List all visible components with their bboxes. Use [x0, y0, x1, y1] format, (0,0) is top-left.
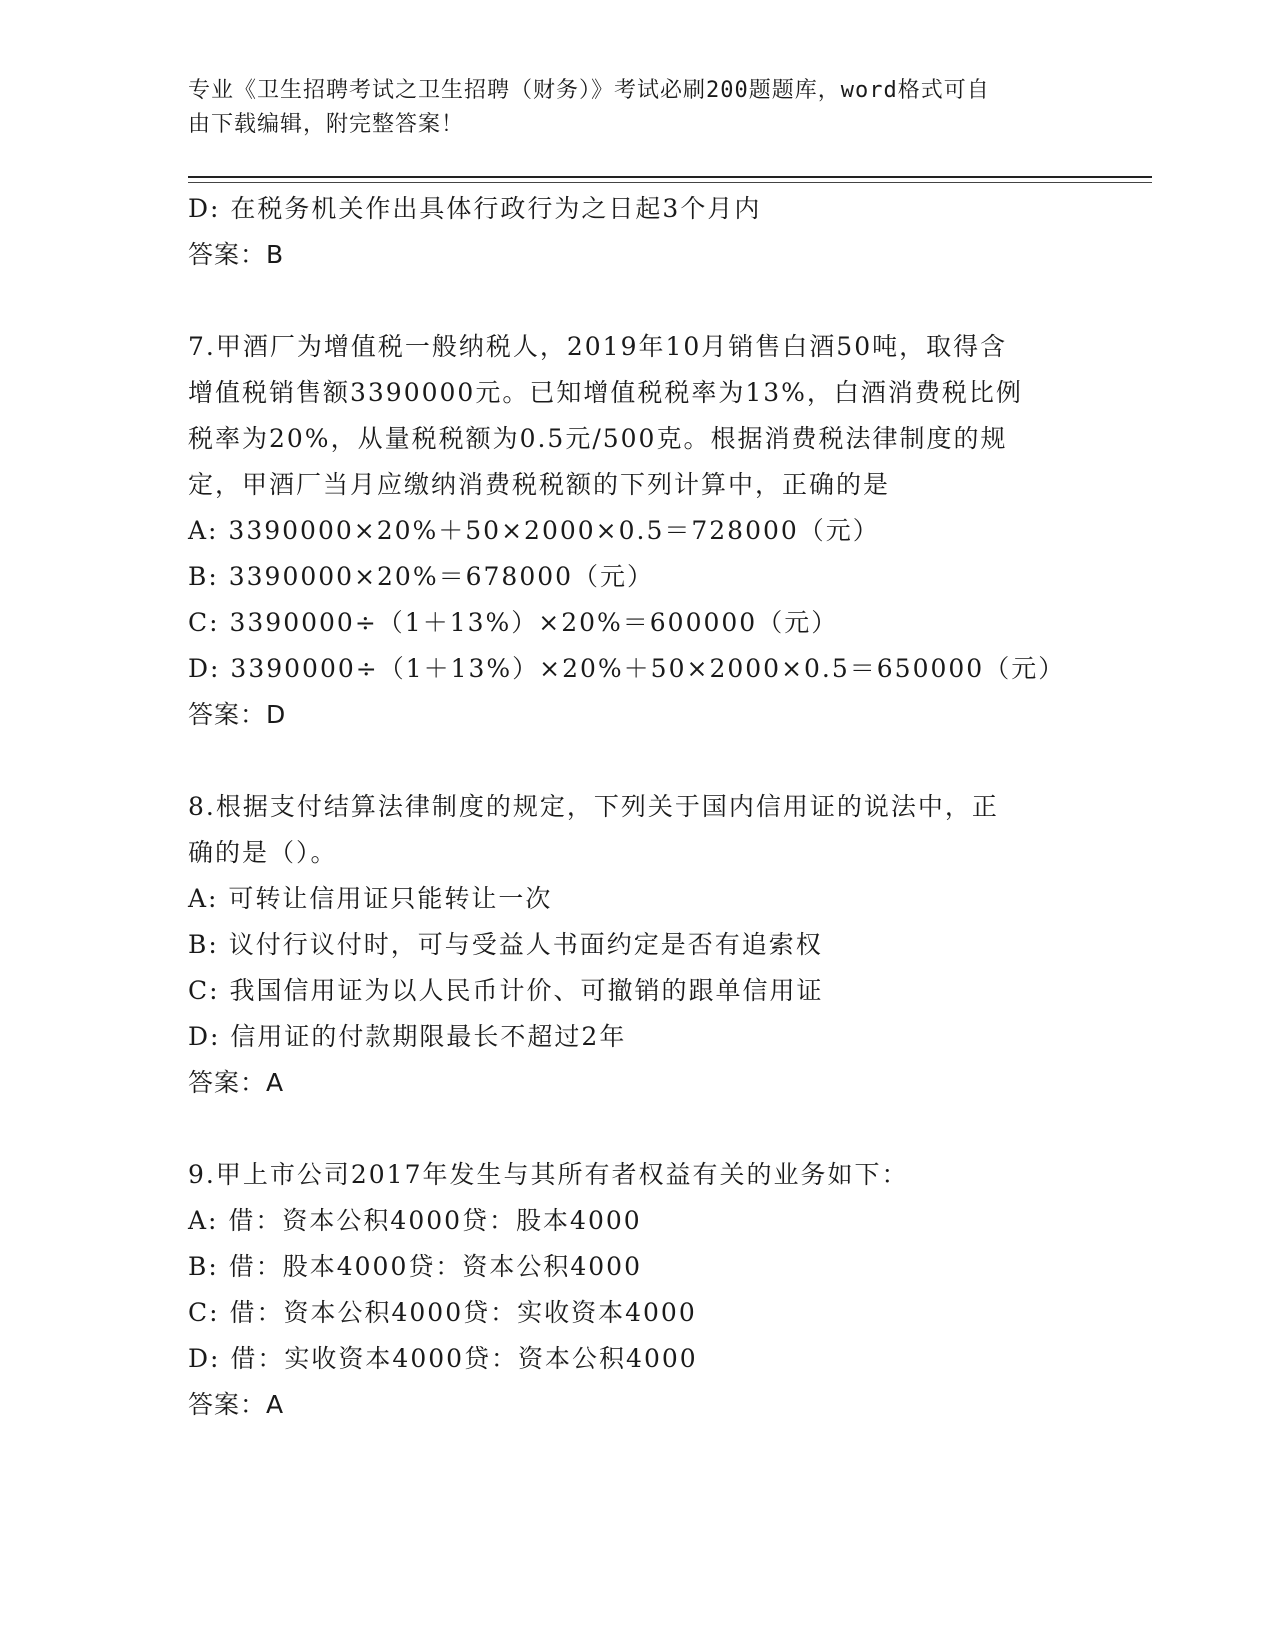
option-b: B: 3390000×20%＝678000（元）: [188, 562, 655, 591]
answer-line: 答案：A: [188, 1068, 285, 1097]
option-d: D: 3390000÷（1＋13%）×20%＋50×2000×0.5＝650000（元）: [188, 654, 1066, 683]
question-content: [188, 186, 1088, 1428]
option-d: D: 在税务机关作出具体行政行为之日起3个月内: [188, 194, 762, 223]
question-stem-line: 定，甲酒厂当月应缴纳消费税税额的下列计算中，正确的是: [188, 470, 891, 499]
document-header: [188, 74, 1068, 142]
option-c: C: 我国信用证为以人民币计价、可撤销的跟单信用证: [188, 976, 824, 1005]
question-stem-line: 增值税销售额3390000元。已知增值税税率为13%，白酒消费税比例: [188, 378, 1023, 407]
header-title-line-2: 由下载编辑，附完整答案！: [188, 112, 465, 137]
header-title-line-1: 专业《卫生招聘考试之卫生招聘（财务）》考试必刷200题题库，word格式可自: [188, 78, 990, 103]
header-divider-thin: [188, 182, 1152, 183]
answer-line: 答案：B: [188, 240, 285, 269]
option-b: B: 借：股本4000贷：资本公积4000: [188, 1252, 642, 1281]
option-a: A: 3390000×20%＋50×2000×0.5＝728000（元）: [188, 516, 880, 545]
question-7: [188, 324, 1088, 738]
answer-line: 答案：A: [188, 1390, 285, 1419]
question-8: [188, 784, 1088, 1106]
option-a: A: 借：资本公积4000贷：股本4000: [188, 1206, 642, 1235]
question-stem-line: 7.甲酒厂为增值税一般纳税人，2019年10月销售白酒50吨，取得含: [188, 332, 1008, 361]
question-stem-line: 9.甲上市公司2017年发生与其所有者权益有关的业务如下：: [188, 1160, 909, 1189]
option-c: C: 3390000÷（1＋13%）×20%＝600000（元）: [188, 608, 839, 637]
header-divider-thick: [188, 176, 1152, 178]
question-stem-line: 确的是（）。: [188, 838, 338, 867]
option-d: D: 借：实收资本4000贷：资本公积4000: [188, 1344, 698, 1373]
answer-line: 答案：D: [188, 700, 287, 729]
question-stem-line: 8.根据支付结算法律制度的规定，下列关于国内信用证的说法中，正: [188, 792, 999, 821]
option-c: C: 借：资本公积4000贷：实收资本4000: [188, 1298, 697, 1327]
option-b: B: 议付行议付时，可与受益人书面约定是否有追索权: [188, 930, 823, 959]
question-9: [188, 1152, 1088, 1428]
option-d: D: 信用证的付款期限最长不超过2年: [188, 1022, 627, 1051]
option-a: A: 可转让信用证只能转让一次: [188, 884, 553, 913]
previous-question-tail: [188, 186, 1088, 278]
question-stem-line: 税率为20%，从量税税额为0.5元/500克。根据消费税法律制度的规: [188, 424, 1008, 453]
